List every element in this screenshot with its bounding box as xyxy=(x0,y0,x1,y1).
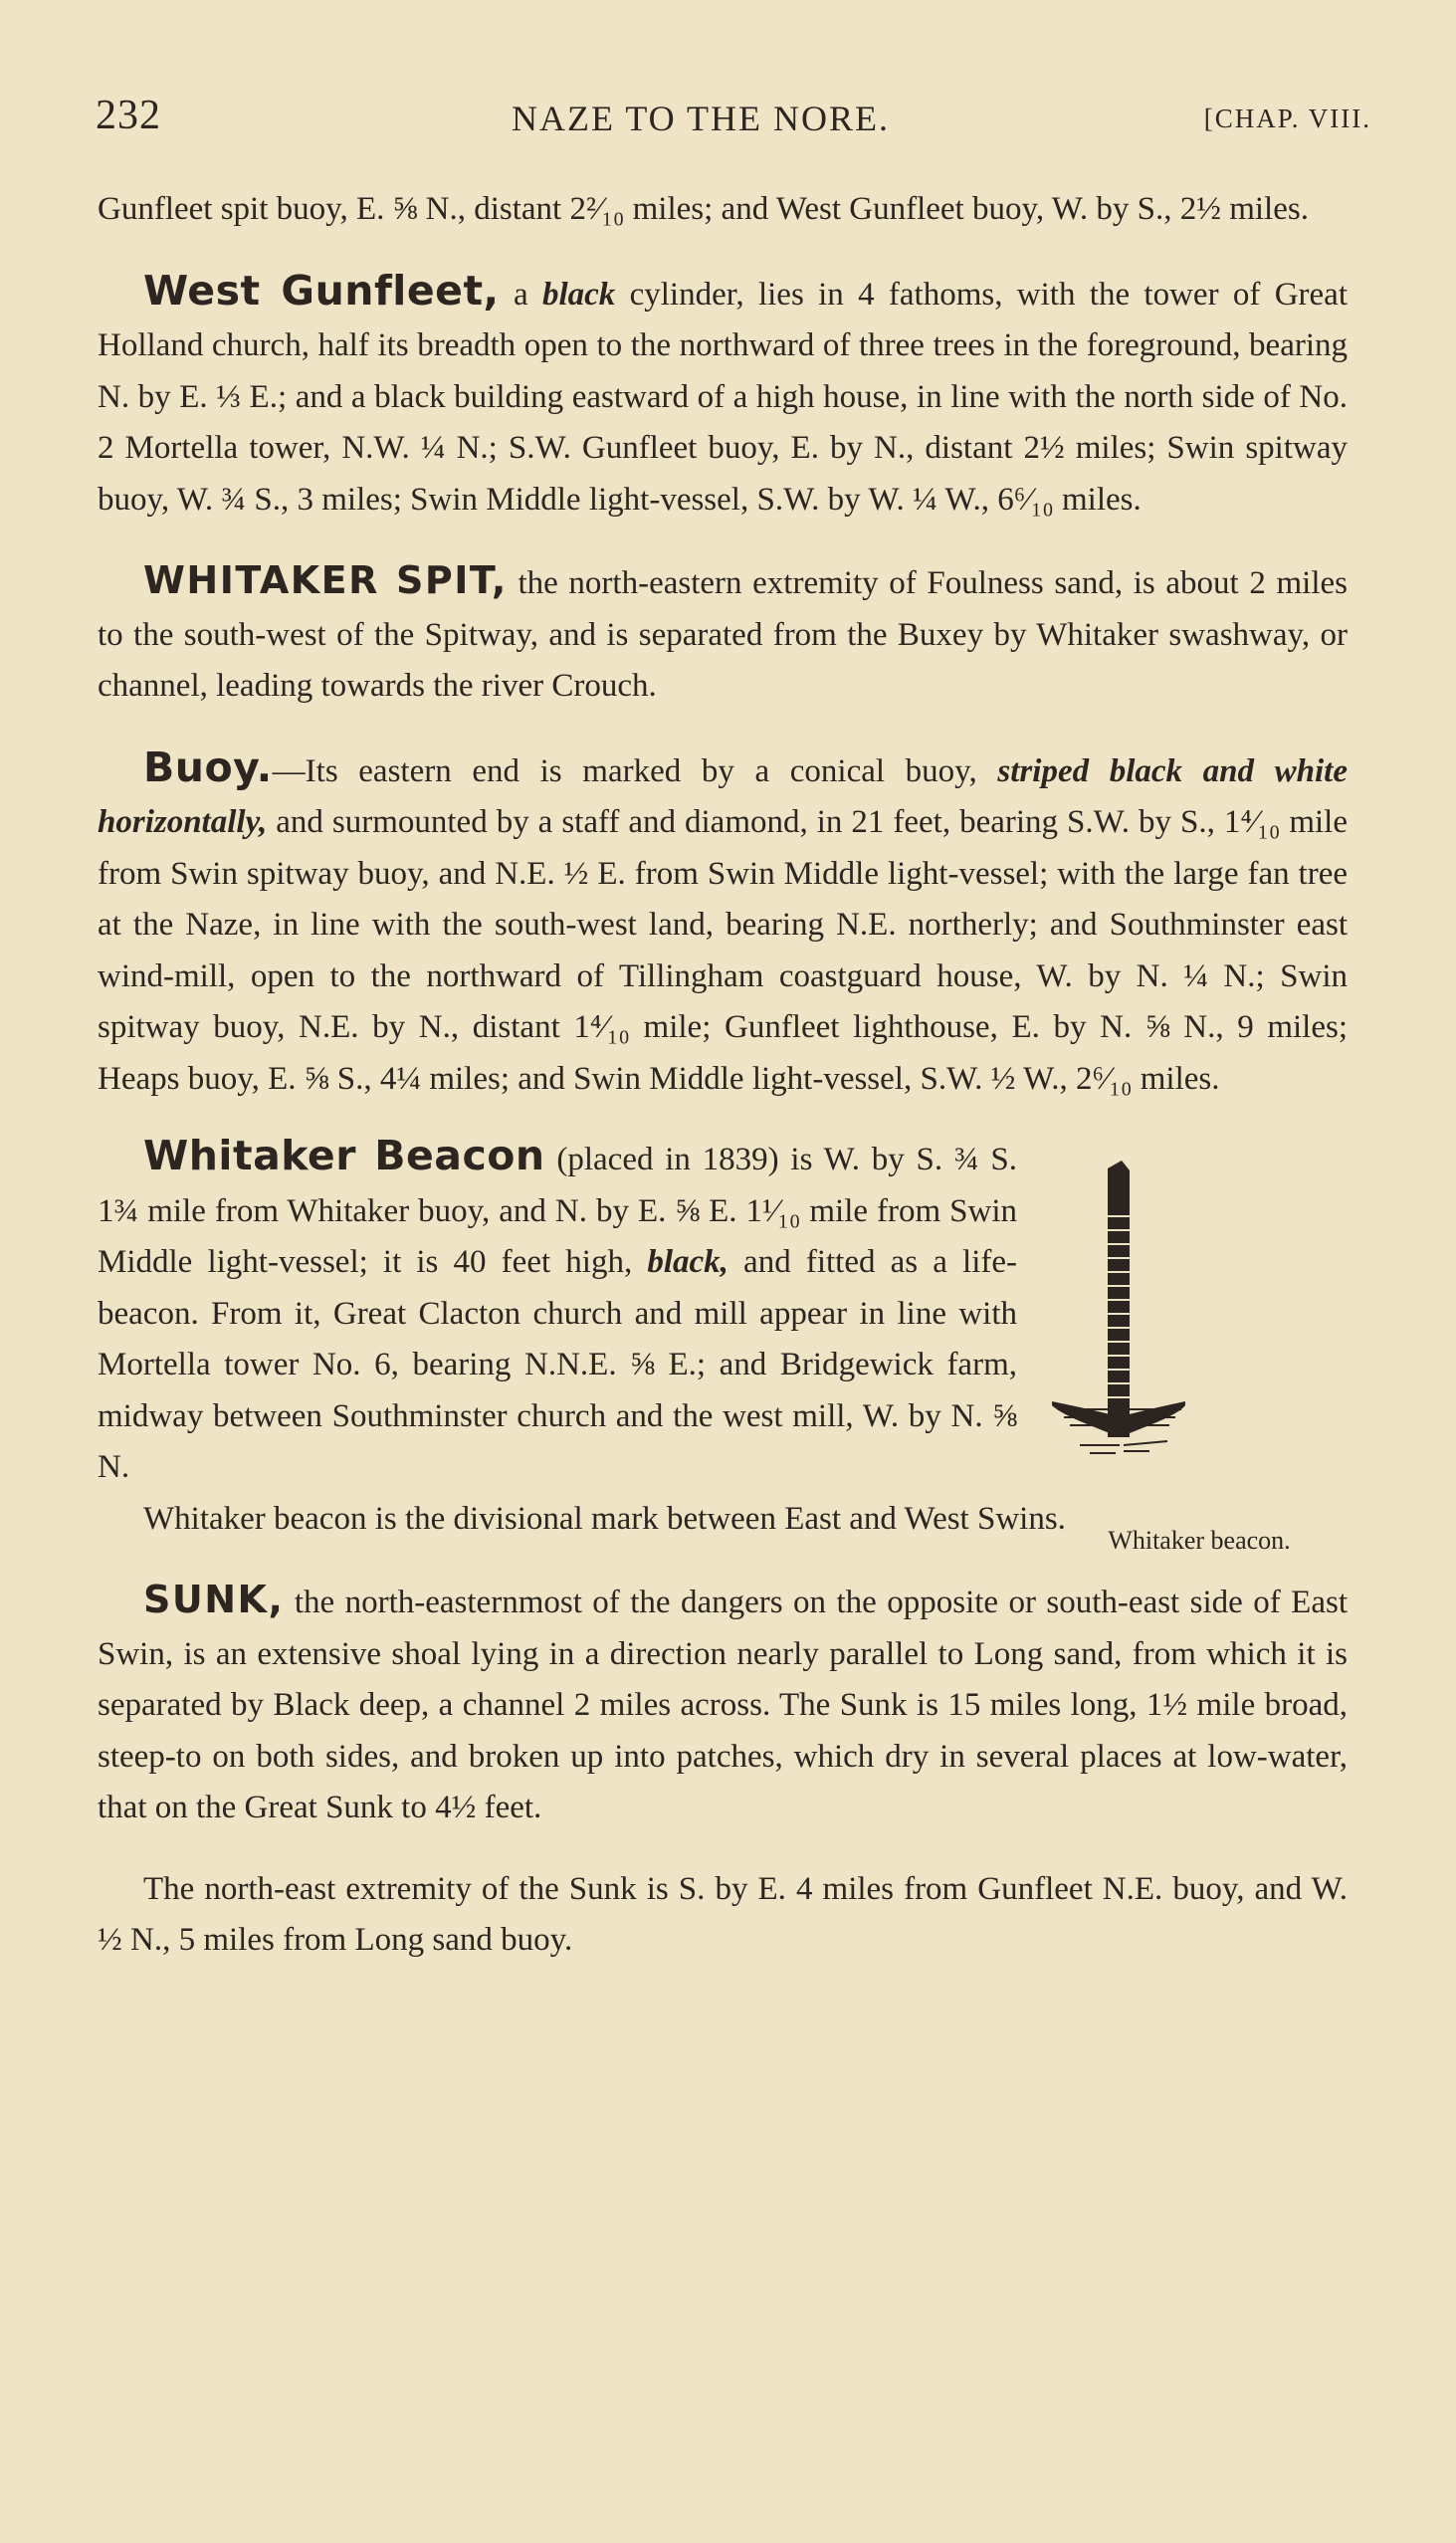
intro-text: Gunfleet spit buoy, E. ⅝ N., distant 2²⁄₁₀ miles; and West Gunfleet buoy, W. by S., 2½ miles. xyxy=(98,191,1309,227)
sunk-text: the north-easternmost of the dangers on the opposite or south-east side of East Swin, is an extensive shoal lying in a direction nearly parallel to Long sand, from which it is separated by Black deep, a channel 2 miles across. The Sunk is 15 miles long, 1½ mile broad, steep-to on both sides, and broken up into patches, which dry in several places at low-water, that on the Great Sunk to 4½ feet. xyxy=(98,1585,1348,1825)
whitaker-beacon-text-a: (placed in 1839) is W. by S. ¾ S. 1¾ mile from Whitaker buoy, and N. by E. ⅝ E. 1¹⁄₁₀ mile from Swin Middle light-vessel; it is 40 feet high, xyxy=(98,1142,1017,1280)
sunk-paragraph xyxy=(98,1575,1348,1834)
buoy-text-a: —Its eastern end is marked by a conical buoy, xyxy=(272,752,998,789)
whitaker-beacon-last-line: Whitaker beacon is the divisional mark between East and West Swins. xyxy=(143,1500,1066,1537)
west-gunfleet-heading: West Gunfleet, xyxy=(143,266,500,315)
buoy-emphasis: striped black and white horizontally, xyxy=(98,752,1348,840)
page-header xyxy=(96,92,1371,151)
west-gunfleet-emphasis: black xyxy=(541,276,616,313)
west-gunfleet-text-a: a xyxy=(499,276,542,313)
west-gunfleet-paragraph xyxy=(98,266,1348,527)
buoy-heading: Buoy. xyxy=(143,742,273,791)
closing-text: The north-east extremity of the Sunk is S. by E. 4 miles from Gunfleet N.E. buoy, and W. ½ N., 5 miles from Long sand buoy. xyxy=(98,1870,1348,1958)
whitaker-beacon-figure xyxy=(1050,1157,1349,1555)
buoy-text-b: and surmounted by a staff and diamond, in 21 feet, bearing S.W. by S., 1⁴⁄₁₀ mile from Swin spitway buoy, and N.E. ½ E. from Swin Middle light-vessel; with the large fan tree at the Naze, in line with the south-west land, bearing N.E. northerly; and Southminster east wind-mill, open to the northward of Tillingham coastguard house, W. by N. ¼ N.; Swin spitway buoy, N.E. by N., distant 1⁴⁄₁₀ mile; Gunfleet lighthouse, E. by N. ⅝ N., 9 miles; Heaps buoy, E. ⅝ S., 4¼ miles; and Swin Middle light-vessel, S.W. ½ W., 2⁶⁄₁₀ miles. xyxy=(98,804,1348,1097)
whitaker-beacon-section xyxy=(98,1131,1348,1555)
buoy-paragraph xyxy=(98,742,1348,1106)
whitaker-beacon-text-b: and fitted as a life-beacon. From it, Great Clacton church and mill appear in line with Mortella tower No. 6, bearing N.N.E. ⅝ E.; and Bridgewick farm, midway between Southminster church and the west mill, W. by N. ⅝ N. xyxy=(98,1244,1018,1485)
intro-paragraph xyxy=(98,184,1348,236)
figure-caption: Whitaker beacon. xyxy=(1108,1526,1291,1555)
whitaker-spit-paragraph xyxy=(98,555,1348,713)
whitaker-beacon-heading: Whitaker Beacon xyxy=(143,1132,545,1179)
chapter-label: [CHAP. VIII. xyxy=(1203,104,1371,133)
running-title: NAZE TO THE NORE. xyxy=(512,99,890,138)
whitaker-beacon-emphasis: black, xyxy=(647,1244,728,1280)
whitaker-spit-heading: WHITAKER SPIT, xyxy=(143,558,508,602)
page-number: 232 xyxy=(96,93,161,138)
closing-paragraph xyxy=(98,1864,1348,1967)
whitaker-spit-text: the north-eastern extremity of Foulness sand, is about 2 miles to the south-west of the Spitway, and is separated from the Buxey by Whitaker swashway, or channel, leading towards the river Crouch. xyxy=(98,565,1348,704)
page-body xyxy=(98,184,1348,1967)
whitaker-beacon-paragraph xyxy=(98,1131,1017,1494)
sunk-heading: SUNK, xyxy=(143,1578,285,1621)
beacon-illustration xyxy=(1050,1157,1349,1515)
west-gunfleet-text-b: cylinder, lies in 4 fathoms, with the tower of Great Holland church, half its breadth open to the northward of three trees in the foreground, bearing N. by E. ⅓ E.; and a black building eastward of a high house, in line with the north side of No. 2 Mortella tower, N.W. ¼ N.; S.W. Gunfleet buoy, E. by N., distant 2½ miles; Swin spitway buoy, W. ¾ S., 3 miles; Swin Middle light-vessel, S.W. by W. ¼ W., 6⁶⁄₁₀ miles. xyxy=(98,276,1348,518)
